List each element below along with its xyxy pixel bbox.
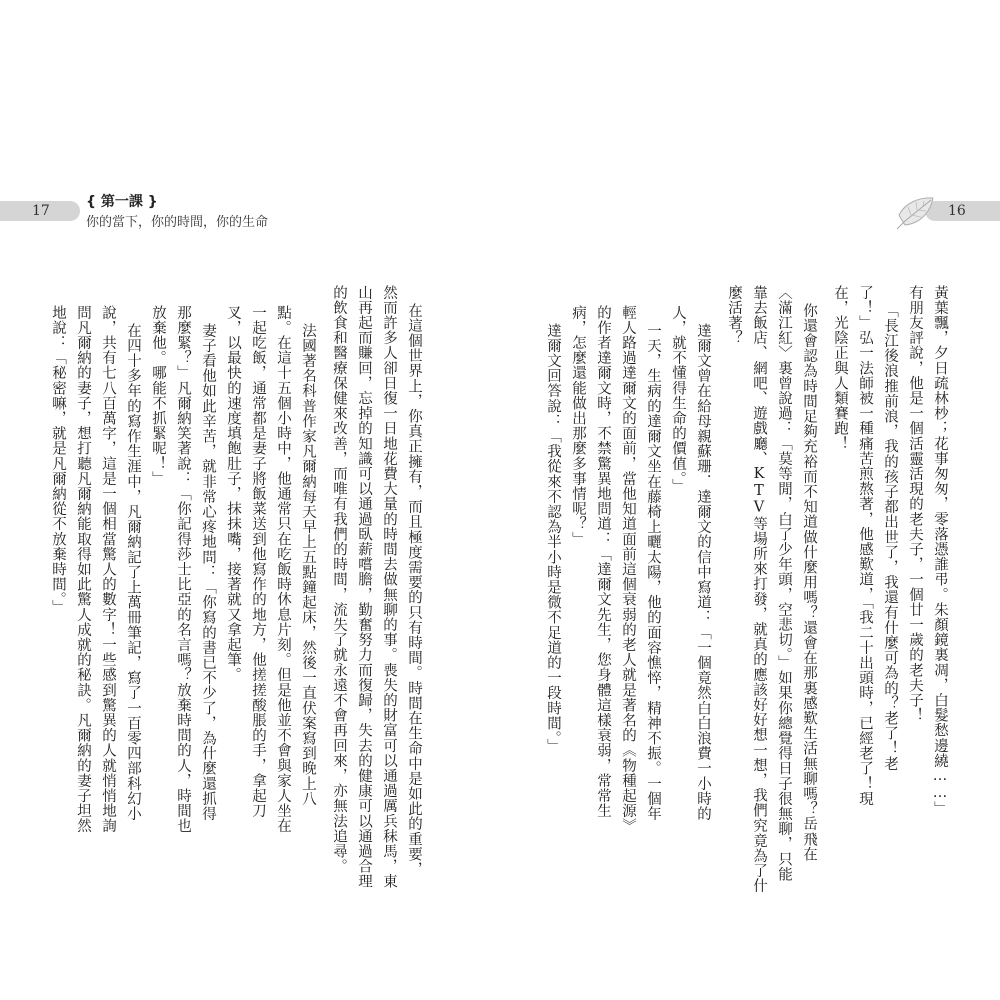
chapter-subtitle: 你的當下，你的時間，你的生命 bbox=[86, 215, 269, 230]
text-column-right-3: 「長江後浪推前浪，我的孩子都出世了，我還有什麼可為的？老了！老 bbox=[882, 303, 898, 772]
text-column-left-2: 然而許多人卻日復一日地花費大量的時間去做無聊的事。喪失的財富可以通過厲兵秣馬，東 bbox=[381, 285, 397, 889]
text-column-right-13: 輕人路過達爾文的面前，當他知道面前這個衰弱的老人就是著名的《物種起源》 bbox=[620, 305, 636, 834]
text-column-left-5: 法國著名科普作家凡爾納每天早上五點鐘起床，然後一直伏案寫到晚上八 bbox=[300, 323, 316, 807]
text-column-left-9: 妻子看他如此辛苦，就非常心疼地問：「你寫的書已不少了，為什麼還抓得 bbox=[200, 323, 216, 822]
text-column-right-7: 〈滿江紅〉裏曾說過：「莫等閒，白了少年頭，空悲切。」如果你總覺得日子很無聊，只能 bbox=[776, 285, 792, 882]
text-column-left-7: 一起吃飯，通常都是妻子將飯菜送到他寫作的地方，他搓搓酸脹的手，拿起刀 bbox=[250, 305, 266, 819]
text-column-right-15: 病，怎麼還能做出那麼多事情呢？」 bbox=[570, 305, 586, 547]
text-column-left-15: 地說：「秘密嘛，就是凡爾納從不放棄時間。」 bbox=[50, 305, 66, 615]
text-column-right-2: 有朋友評說，他是一個活靈活現的老夫子，一個廿一歲的老夫子！ bbox=[907, 285, 923, 723]
text-column-left-3: 山再起而賺回，忘掉的知識可以通過臥薪嚐膽，勤奮努力而復歸，失去的健康可以通過合理 bbox=[356, 285, 372, 889]
text-column-right-10: 達爾文曾在給母親蘇珊．達爾文的信中寫道：「一個竟然白白浪費一小時的 bbox=[695, 323, 711, 822]
page-number-right: 16 bbox=[948, 203, 966, 219]
text-column-left-14: 問凡爾納的妻子，想打聽凡爾納能取得如此驚人成就的秘訣。凡爾納的妻子坦然 bbox=[75, 305, 91, 834]
text-column-left-6: 點。在這十五個小時中，他通常只在吃飯時休息片刻。但是他並不會與家人坐在 bbox=[275, 305, 291, 834]
text-column-right-11: 人，就不懂得生命的價值。」 bbox=[670, 305, 686, 495]
text-column-left-12: 在四十多年的寫作生涯中，凡爾納記了上萬冊筆記，寫了一百零四部科幻小 bbox=[125, 323, 141, 822]
text-column-right-16: 達爾文回答說：「我從來不認為半小時是微不足道的一段時間。」 bbox=[545, 323, 561, 754]
text-column-right-5: 在，光陰正與人類賽跑！ bbox=[832, 285, 848, 452]
text-column-left-1: 在這個世界上，你真正擁有，而且極度需要的只有時間。時間在生命中是如此的重要， bbox=[406, 303, 422, 877]
text-column-right-8: 靠去飯店、網吧、遊戲廳、KTV等場所來打發，就真的應該好好想一想，我們究竟為了什 bbox=[751, 285, 767, 894]
text-column-right-12: 一天，生病的達爾文坐在藤椅上曬太陽，他的面容憔悴，精神不振。一個年 bbox=[645, 323, 661, 822]
text-column-right-6: 你還會認為時間足夠充裕而不知道做什麼用嗎？還會在那裏感歎生活無聊嗎？岳飛在 bbox=[801, 303, 817, 862]
text-column-left-10: 那麼緊？」凡爾納笑著說：「你記得莎士比亞的名言嗎？放棄時間的人，時間也 bbox=[175, 305, 191, 834]
text-column-left-13: 說，共有七八百萬字，這是一個相當驚人的數字！一些感到驚異的人就悄悄地詢 bbox=[100, 305, 116, 834]
bodhi-leaf-icon bbox=[895, 195, 937, 231]
text-column-right-1: 黃葉飄，夕日疏林杪；花事匆匆，零落憑誰弔。朱顏鏡裏凋，白髮愁邊繞……」 bbox=[932, 285, 948, 817]
text-column-left-4: 的飲食和醫療保健來改善，而唯有我們的時間，流失了就永遠不會再回來，亦無法追尋。 bbox=[331, 285, 347, 874]
text-column-left-11: 放棄他。哪能不抓緊呢！」 bbox=[150, 305, 166, 487]
text-column-left-8: 叉，以最快的速度填飽肚子，抹抹嘴，接著就又拿起筆。 bbox=[225, 305, 241, 683]
page-number-left: 17 bbox=[32, 203, 50, 219]
text-column-right-9: 麼活著？ bbox=[726, 285, 742, 346]
chapter-title: { 第一課 } bbox=[86, 194, 158, 210]
text-column-right-14: 的作者達爾文時，不禁驚異地問道：「達爾文先生，您身體這樣衰弱，常常生 bbox=[595, 305, 611, 819]
text-column-right-4: 了！」弘一法師被一種痛苦煎熬著，他感歎道，「我二十出頭時，已經老了！現 bbox=[857, 285, 873, 807]
